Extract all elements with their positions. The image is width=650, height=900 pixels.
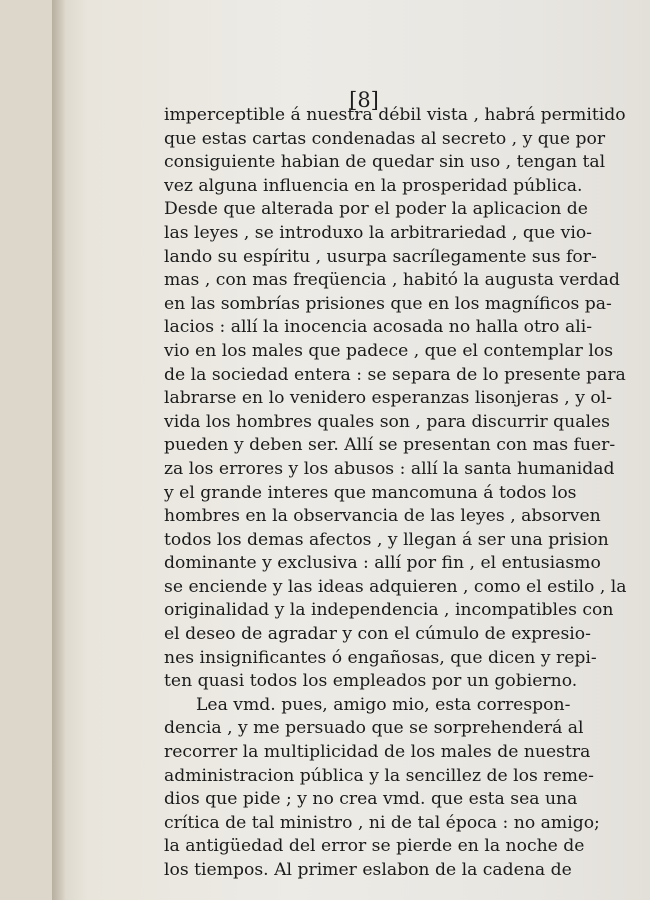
text-line: se enciende y las ideas adquieren , como el estilo , la [164, 576, 627, 597]
text-line: labrarse en lo venidero esperanzas lisonjeras , y ol- [164, 388, 613, 409]
text-line: lacios : allí la inocencia acosada no halla otro ali- [164, 317, 593, 338]
text-line: y el grande interes que mancomuna á todos los [164, 482, 577, 503]
text-line: consiguiente habian de quedar sin uso , tengan tal [164, 152, 606, 173]
text-line: nes insignificantes ó engañosas, que dicen y repi- [164, 647, 597, 668]
text-line: dominante y exclusiva : allí por fin , el entusiasmo [164, 553, 601, 574]
text-line: las leyes , se introduxo la arbitrariedad , que vio- [164, 222, 592, 243]
text-line: hombres en la observancia de las leyes , absorven [164, 506, 601, 527]
binding-shadow [52, 0, 66, 900]
text-line: lando su espíritu , usurpa sacrílegamente sus for- [164, 246, 597, 267]
text-line: los tiempos. Al primer eslabon de la cadena de [164, 860, 572, 880]
text-line: en las sombrías prisiones que en los magníficos pa- [164, 293, 612, 314]
text-line: Desde que alterada por el poder la aplicacion de [164, 199, 588, 220]
text-line: vio en los males que padece , que el contemplar los [164, 340, 614, 361]
text-line: todos los demas afectos , y llegan á ser una prision [164, 529, 609, 550]
text-line: za los errores y los abusos : allí la santa humanidad [164, 458, 615, 479]
text-line: mas , con mas freqüencia , habitó la augusta verdad [164, 270, 620, 291]
text-line: originalidad y la independencia , incompatibles con [164, 600, 614, 621]
text-line: de la sociedad entera : se separa de lo presente para [164, 364, 626, 385]
text-line: que estas cartas condenadas al secreto , y que por [164, 128, 606, 149]
paragraph-1 [164, 104, 627, 694]
text-line: imperceptible á nuestra débil vista , habrá permitido [164, 105, 626, 125]
text-line: la antigüedad del error se pierde en la noche de [164, 836, 585, 857]
text-line: pueden y deben ser. Allí se presentan con mas fuer- [164, 435, 616, 456]
text-line: el deseo de agradar y con el cúmulo de expresio- [164, 624, 591, 645]
text-line: recorrer la multiplicidad de los males de nuestra [164, 742, 591, 763]
body-text [164, 104, 627, 883]
text-line: vez alguna influencia en la prosperidad pública. [164, 175, 583, 196]
text-line: administracion pública y la sencillez de los reme- [164, 765, 594, 786]
text-line: Lea vmd. pues, amigo mio, esta correspon- [196, 694, 571, 715]
text-line: crítica de tal ministro , ni de tal época : no amigo; [164, 812, 600, 833]
text-line: ten quasi todos los empleados por un gobierno. [164, 671, 578, 692]
text-line: dios que pide ; y no crea vmd. que esta sea una [164, 789, 578, 810]
paragraph-2 [164, 694, 600, 883]
page-number: [8] [349, 88, 379, 112]
text-line: vida los hombres quales son , para discurrir quales [164, 411, 610, 432]
text-line: dencia , y me persuado que se sorprehenderá al [164, 718, 584, 739]
